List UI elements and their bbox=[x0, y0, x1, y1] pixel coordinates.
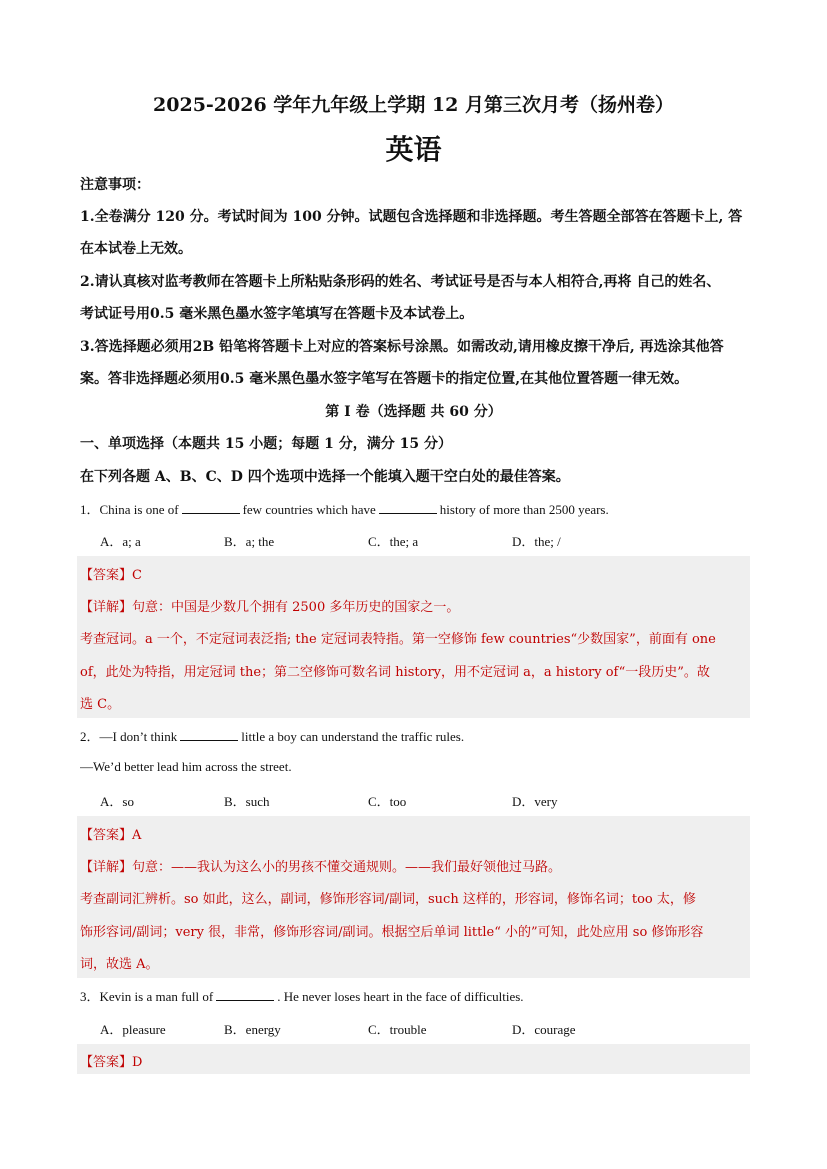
answer-label: 【答案】C bbox=[80, 568, 142, 583]
option-d: D．the; / bbox=[512, 534, 561, 549]
detail-translation: 【详解】句意：中国是少数几个拥有 2500 多年历史的国家之一。 bbox=[80, 600, 460, 615]
answer-box-1 bbox=[77, 556, 750, 718]
question-1-stem bbox=[80, 499, 750, 518]
option-a: A．pleasure bbox=[100, 1022, 166, 1037]
option-c: C．the; a bbox=[368, 534, 419, 549]
section-instruction: 在下列各题 A、B、C、D 四个选项中选择一个能填入题干空白处的最佳答案。 bbox=[80, 469, 570, 485]
option-d: D．courage bbox=[512, 1022, 576, 1037]
stem-part: little a boy can understand the traffic rules. bbox=[241, 729, 465, 744]
analysis-line: 考查冠词。a 一个，不定冠词表泛指; the 定冠词表特指。第一空修饰 few countries“少数国家”，前面有 one bbox=[80, 632, 716, 647]
stem-part: . He never loses heart in the face of difficulties. bbox=[277, 989, 524, 1004]
analysis-line: 选 C。 bbox=[80, 697, 121, 712]
question-2-reply: —We’d better lead him across the street. bbox=[80, 759, 292, 774]
analysis-line: of，此处为特指，用定冠词 the；第二空修饰可数名词 history，用不定冠词 a，a history of“一段历史”。故 bbox=[80, 665, 710, 680]
option-c: C．trouble bbox=[368, 1022, 427, 1037]
option-b: B．energy bbox=[224, 1022, 281, 1037]
note-line: 1.全卷满分 120 分。考试时间为 100 分钟。试题包含选择题和非选择题。考生答题全部答在答题卡上, 答 bbox=[80, 209, 743, 225]
option-a: A．a; a bbox=[100, 534, 141, 549]
analysis-line: 词，故选 A。 bbox=[80, 957, 159, 972]
option-b: B．such bbox=[224, 794, 270, 809]
part-title: 第 I 卷（选择题 共 60 分） bbox=[325, 404, 502, 420]
stem-part: 3．Kevin is a man full of bbox=[80, 989, 214, 1004]
section-heading: 一、单项选择（本题共 15 小题；每题 1 分，满分 15 分） bbox=[80, 436, 452, 452]
stem-part: history of more than 2500 years. bbox=[439, 502, 609, 517]
stem-part: few countries which have bbox=[242, 502, 376, 517]
answer-box-2 bbox=[77, 816, 750, 978]
answer-blank bbox=[180, 729, 238, 741]
note-line: 案。答非选择题必须用0.5 毫米黑色墨水签字笔写在答题卡的指定位置,在其他位置答题一律无效。 bbox=[80, 371, 689, 387]
exam-title: 2025-2026 学年九年级上学期 12 月第三次月考（扬州卷） bbox=[153, 94, 674, 116]
stem-part: 2．—I don’t think bbox=[80, 729, 178, 744]
note-line: 3.答选择题必须用2B 铅笔将答题卡上对应的答案标号涂黑。如需改动,请用橡皮擦干净后, 再选涂其他答 bbox=[80, 339, 724, 355]
option-b: B．a; the bbox=[224, 534, 275, 549]
note-line: 考试证号用0.5 毫米黑色墨水签字笔填写在答题卡及本试卷上。 bbox=[80, 306, 474, 322]
analysis-line: 饰形容词/副词；very 很，非常，修饰形容词/副词。根据空后单词 little“ 小的”可知，此处应用 so 修饰形容 bbox=[80, 925, 704, 940]
answer-blank bbox=[216, 989, 274, 1001]
notes-heading: 注意事项： bbox=[80, 177, 150, 193]
analysis-line: 考查副词汇辨析。so 如此，这么，副词，修饰形容词/副词，such 这样的，形容词，修饰名词；too 太，修 bbox=[80, 892, 696, 907]
answer-label: 【答案】D bbox=[80, 1055, 143, 1070]
subject-title: 英语 bbox=[385, 133, 442, 166]
option-c: C．too bbox=[368, 794, 407, 809]
note-line: 2.请认真核对监考教师在答题卡上所粘贴条形码的姓名、考试证号是否与本人相符合,再将 自己的姓名、 bbox=[80, 274, 721, 290]
answer-box-3 bbox=[77, 1044, 750, 1074]
detail-text bbox=[80, 596, 459, 615]
question-2-stem bbox=[80, 726, 750, 745]
option-d: D．very bbox=[512, 794, 558, 809]
answer-blank bbox=[379, 502, 437, 514]
question-3-stem bbox=[80, 986, 750, 1005]
answer-label: 【答案】A bbox=[80, 828, 142, 843]
answer-blank bbox=[182, 502, 240, 514]
detail-translation: 【详解】句意：——我认为这么小的男孩不懂交通规则。——我们最好领他过马路。 bbox=[80, 860, 562, 875]
option-a: A．so bbox=[100, 794, 134, 809]
stem-part: 1．China is one of bbox=[80, 502, 179, 517]
note-line: 在本试卷上无效。 bbox=[80, 241, 192, 257]
